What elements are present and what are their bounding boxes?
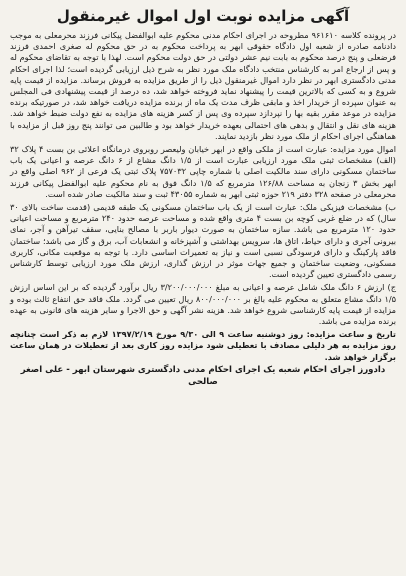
notice-signature: دادورز اجرای احکام شعبه یک اجرای احکام مدنی دادگستری شهرستان ابهر - علی اصغر صالحی xyxy=(20,364,386,387)
notice-paragraph-date: تاریخ و ساعت مزایده: روز دوشنبه ساعت ۹ الی ۹/۳۰ مورخ ۱۳۹۷/۲/۱۹ لازم به ذکر است چنانچه روز مزایده به هر دلیلی مصادف با تعطیلی شود مزایده روز کاری بعد از تعطیلات در همان ساعت برگزار خواهد شد. xyxy=(10,329,396,362)
notice-paragraph-intro: در پرونده کلاسه ۹۶۱۶۱۰ مطروحه در اجرای احکام مدنی محکوم علیه ابوالفضل پیکانی فرزند محرمعلی به موجب دادنامه صادره از شعبه اول دادگاه حقوقی ابهر به پرداخت محکوم به در حق محکوم له صغری احمدی فرزند فرضعلی و پنج درصد محکوم به بابت نیم عشر دولتی در حق دولت محکوم است. لهذا با توجه به تقاضای محکوم له و پس از ارجاع امر به کارشناس منتخب دادگاه ملک مورد نظر به شرح ذیل ارزیابی گردیده است؛ لذا اجرای احکام مدنی دادگستری ابهر در نظر دارد اموال غیرمنقول ذیل را از طریق مزایده به فروش برساند. مزایده از قیمت پایه شروع و به کسی که بالاترین قیمت را پیشنهاد نماید فروخته خواهد شد، ده درصد از قیمت پیشنهادی فی المجلس به عنوان سپرده از خریدار اخذ و مابقی ظرف مدت یک ماه از برنده مزایده دریافت خواهد شد، در صورتیکه برنده مزایده در موعد مقرر بقیه بها را نپردازد سپرده وی پس از کسر هزینه های مزایده به نفع دولت ضبط خواهد شد. هزینه های نقل و انتقال و بدهی های احتمالی بعهده خریدار خواهد بود و طالبین می توانند پنج روز قبل از مزایده با هماهنگی اجرای احکام از ملک مورد نظر بازدید نمایند. xyxy=(10,30,397,141)
notice-paragraph-property: اموال مورد مزایده: عبارت است از ملکی واقع در ابهر خیابان ولیعصر روبروی درمانگاه اعلائی بن بست ۴ پلاک ۳۲ (الف) مشخصات ثبتی ملک مورد ارزیابی عبارت است از ۱/۵ دانگ مشاع از ۶ دانگ عرصه و اعیانی یک باب ساختمان مسکونی دارای سند مالکیت اصلی با شماره چاپی ۷۵۷۰۳۲ پلاک ثبتی یک فرعی از ۹۶۲ اصلی واقع در ابهر بخش ۳ زنجان به مساحت ۱۲۶/۸۸ مترمربع که ۱/۵ دانگ فوق به نام محکوم علیه ابوالفضل پیکانی فرزند محرمعلی در صفحه ۳۲۸ دفتر ۲۱۹ حوزه ثبتی ابهر به شماره ۴۳۰۵۵ ثبت و سند مالکیت صادر شده است. xyxy=(10,144,397,199)
notice-title: آگهی مزایده نوبت اول اموال غیرمنقول xyxy=(56,7,350,25)
notice-paragraph-value: ج) ارزش ۶ دانگ ملک شامل عرصه و اعیانی به مبلغ ۳/۲۰۰/۰۰۰/۰۰۰ ریال برآورد گردیده که بر این اساس ارزش ۱/۵ دانگ مشاع متعلق به محکوم علیه بالغ بر ۸۰۰/۰۰۰/۰۰۰ ریال تعیین می گردد. ملک فاقد حق انتفاع ثالث بوده و مزایده از قیمت پایه کارشناسی شروع خواهد شد. هزینه نشر آگهی و حق الاجرا و سایر هزینه های قانونی به عهده برنده مزایده می باشد. xyxy=(10,282,396,327)
notice-paragraph-physical: ب) مشخصات فیزیکی ملک: عبارت است از یک باب ساختمان مسکونی یک طبقه قدیمی (قدمت ساخت بالای ۳۰ سال) که در ضلع غربی کوچه بن بست ۴ متری واقع شده و مساحت عرصه حدود ۲۴۰ مترمربع و مساحت اعیانی حدود ۱۲۰ مترمربع می باشد. سازه ساختمان به صورت دیوار باربر با مصالح بنایی، سقف تیرآهن و آجر، نمای بیرونی آجری و دارای حیاط، اتاق ها، سرویس بهداشتی و آشپزخانه و انشعابات آب، برق و گاز می باشد؛ ساختمان فاقد پارکینگ و دارای فرسودگی نسبی است و نیاز به تعمیرات اساسی دارد. با توجه به موقعیت مکانی، کاربری مسکونی، وضعیت ساختمان و جمیع جهات موثر در ارزش گذاری، ارزش ملک مورد ارزیابی توسط کارشناس رسمی دادگستری تعیین گردیده است. xyxy=(10,202,396,280)
